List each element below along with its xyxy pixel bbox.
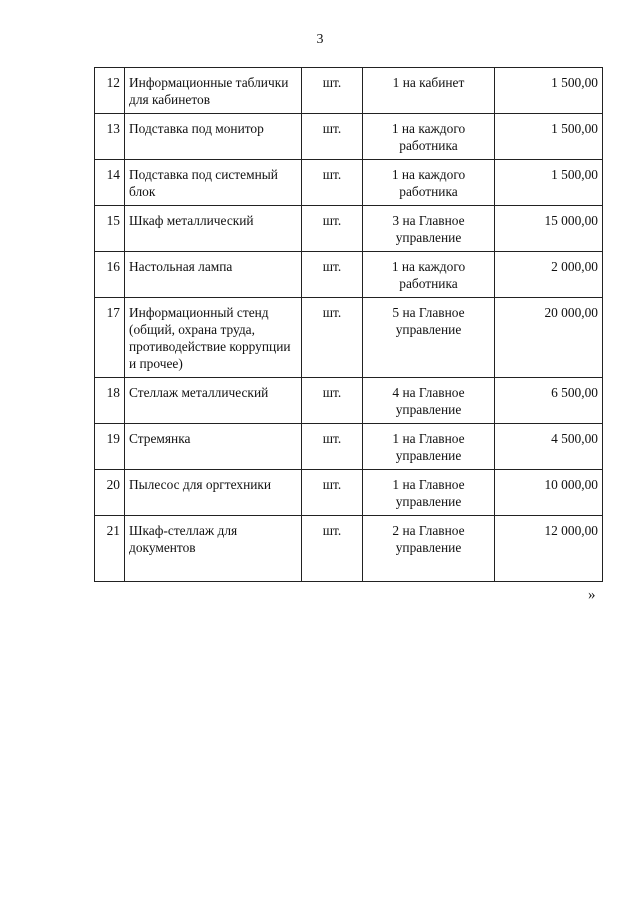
item-name: Шкаф металлический xyxy=(125,206,302,252)
closing-quote: » xyxy=(588,587,596,603)
item-name: Подставка под монитор xyxy=(125,114,302,160)
item-name: Пылесос для оргтехники xyxy=(125,470,302,516)
item-unit: шт. xyxy=(302,252,363,298)
table-row xyxy=(95,160,603,206)
row-number: 21 xyxy=(95,516,125,582)
item-price: 1 500,00 xyxy=(495,160,603,206)
item-price: 1 500,00 xyxy=(495,114,603,160)
item-quantity: 1 на кабинет xyxy=(363,68,495,114)
item-price: 12 000,00 xyxy=(495,516,603,582)
item-price: 20 000,00 xyxy=(495,298,603,378)
row-number: 14 xyxy=(95,160,125,206)
item-unit: шт. xyxy=(302,68,363,114)
item-unit: шт. xyxy=(302,424,363,470)
table-row xyxy=(95,470,603,516)
item-quantity: 1 на каждого работника xyxy=(363,252,495,298)
row-number: 18 xyxy=(95,378,125,424)
page-number: 3 xyxy=(316,32,324,47)
item-quantity: 1 на Главное управление xyxy=(363,424,495,470)
table-row xyxy=(95,252,603,298)
item-quantity: 1 на каждого работника xyxy=(363,114,495,160)
item-name: Подставка под системный блок xyxy=(125,160,302,206)
item-quantity: 3 на Главное управление xyxy=(363,206,495,252)
row-number: 15 xyxy=(95,206,125,252)
table-row xyxy=(95,68,603,114)
item-unit: шт. xyxy=(302,298,363,378)
table-row xyxy=(95,516,603,582)
item-price: 10 000,00 xyxy=(495,470,603,516)
item-name: Информационный стенд (общий, охрана труда, противодействие коррупции и прочее) xyxy=(125,298,302,378)
item-quantity: 4 на Главное управление xyxy=(363,378,495,424)
item-quantity: 2 на Главное управление xyxy=(363,516,495,582)
item-name: Стеллаж металлический xyxy=(125,378,302,424)
item-name: Информационные таблички для кабинетов xyxy=(125,68,302,114)
item-price: 2 000,00 xyxy=(495,252,603,298)
item-unit: шт. xyxy=(302,470,363,516)
item-quantity: 5 на Главное управление xyxy=(363,298,495,378)
table-row xyxy=(95,298,603,378)
item-quantity: 1 на Главное управление xyxy=(363,470,495,516)
item-unit: шт. xyxy=(302,160,363,206)
item-price: 6 500,00 xyxy=(495,378,603,424)
item-quantity: 1 на каждого работника xyxy=(363,160,495,206)
item-unit: шт. xyxy=(302,378,363,424)
table-row xyxy=(95,424,603,470)
item-name: Стремянка xyxy=(125,424,302,470)
row-number: 13 xyxy=(95,114,125,160)
table-row xyxy=(95,206,603,252)
table-row xyxy=(95,378,603,424)
row-number: 19 xyxy=(95,424,125,470)
row-number: 16 xyxy=(95,252,125,298)
row-number: 17 xyxy=(95,298,125,378)
row-number: 20 xyxy=(95,470,125,516)
item-unit: шт. xyxy=(302,114,363,160)
item-price: 1 500,00 xyxy=(495,68,603,114)
item-name: Настольная лампа xyxy=(125,252,302,298)
item-unit: шт. xyxy=(302,206,363,252)
item-unit: шт. xyxy=(302,516,363,582)
items-table xyxy=(94,67,603,582)
table-row xyxy=(95,114,603,160)
item-name: Шкаф-стеллаж для документов xyxy=(125,516,302,582)
row-number: 12 xyxy=(95,68,125,114)
item-price: 4 500,00 xyxy=(495,424,603,470)
item-price: 15 000,00 xyxy=(495,206,603,252)
